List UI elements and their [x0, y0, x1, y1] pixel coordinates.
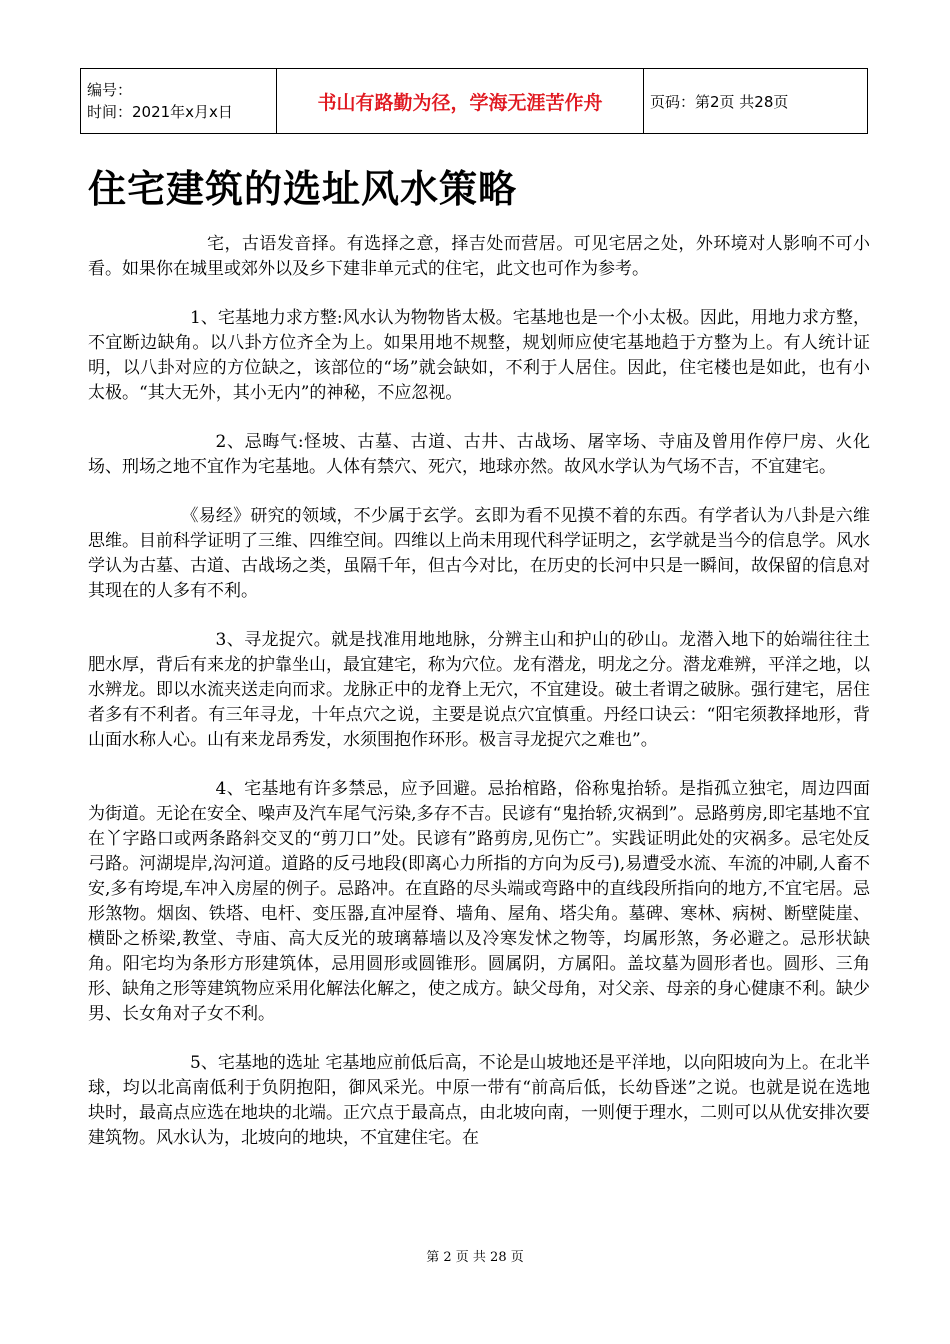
paragraph-section-2: 2、忌晦气:怪坡、古墓、古道、古井、古战场、屠宰场、寺庙及曾用作停尸房、火化场、刑场之地不宜作为宅基地。人体有禁穴、死穴，地球亦然。故风水学认为气场不吉，不宜建宅。: [88, 432, 870, 477]
paragraph-intro: 宅，古语发音择。有选择之意，择吉处而营居。可见宅居之处，外环境对人影响不可小看。如果你在城里或郊外以及乡下建非单元式的住宅，此文也可作为参考。: [88, 234, 870, 279]
document-header: [80, 68, 868, 134]
paragraph-section-5: 5、宅基地的选址 宅基地应前低后高，不论是山坡地还是平洋地，以向阳坡向为上。在北半球，均以北高南低利于负阴抱阳，御风采光。中原一带有“前高后低，长幼昏迷”之说。也就是说在选地块时，最高点应选在地块的北端。正穴点于最高点，由北坡向南，一则便于理水，二则可以从优安排次要建筑物。风水认为，北坡向的地块，不宜建住宅。在: [88, 1053, 870, 1148]
number-label: 编号：: [87, 81, 133, 99]
paragraph-section-1: 1、宅基地力求方整:风水认为物物皆太极。宅基地也是一个小太极。因此，用地力求方整，不宜断边缺角。以八卦方位齐全为上。如果用地不规整，规划师应使宅基地趋于方整为上。有人统计证明，以八卦对应的方位缺之，该部位的“场”就会缺如，不利于人居住。因此，住宅楼也是如此，也有小太极。“其大无外，其小无内”的神秘，不应忽视。: [88, 308, 870, 403]
header-motto: 书山有路勤为径，学海无涯苦作舟: [277, 69, 644, 134]
paragraph-section-3: 3、寻龙捉穴。就是找准用地地脉，分辨主山和护山的砂山。龙潜入地下的始端往往土肥水厚，背后有来龙的护靠坐山，最宜建宅，称为穴位。龙有潜龙，明龙之分。潜龙难辨，平洋之地，以水辨龙。即以水流夹送走向而求。龙脉正中的龙脊上无穴，不宜建设。破土者谓之破脉。强行建宅，居住者多有不利者。有三年寻龙，十年点穴之说，主要是说点穴宜慎重。丹经口诀云：“阳宅须教择地形，背山面水称人心。山有来龙昂秀发，水须围抱作环形。极言寻龙捉穴之难也”。: [88, 630, 870, 750]
header-meta-cell: [81, 69, 277, 134]
time-label: 时间：2021年x月x日: [87, 103, 233, 121]
paragraph-section-4: 4、宅基地有许多禁忌，应予回避。忌抬棺路，俗称鬼抬轿。是指孤立独宅，周边四面为街道。无论在安全、噪声及汽车尾气污染,多存不吉。民谚有“鬼抬轿,灾祸到”。忌路剪房,即宅基地不宜在丫字路口或两条路斜交叉的“剪刀口”处。民谚有”路剪房,见伤亡”。实践证明此处的灾祸多。忌宅处反弓路。河湖堤岸,沟河道。道路的反弓地段(即离心力所指的方向为反弓),易遭受水流、车流的冲刷,人畜不安,多有垮堤,车冲入房屋的例子。忌路冲。在直路的尽头端或弯路中的直线段所指向的地方,不宜宅居。忌形煞物。烟囱、铁塔、电杆、变压器,直冲屋脊、墙角、屋角、塔尖角。墓碑、寒林、病树、断壁陡崖、横卧之桥梁,教堂、寺庙、高大反光的玻璃幕墙以及冷寒发怵之物等，均属形煞，务必避之。忌形状缺角。阳宅均为条形方形建筑体，忌用圆形或圆锥形。圆属阴，方属阳。盖坟墓为圆形者也。圆形、三角形、缺角之形等建筑物应采用化解法化解之，使之成方。缺父母角，对父亲、母亲的身心健康不利。缺少男、长女角对子女不利。: [88, 779, 870, 1024]
document-title: 住宅建筑的选址风水策略: [88, 167, 518, 211]
document-body: [88, 232, 870, 1175]
page-footer: 第 2 页 共 28 页: [426, 1250, 524, 1265]
header-page-info: 页码：第2页 共28页: [644, 69, 868, 134]
paragraph-yijing: 《易经》研究的领域，不少属于玄学。玄即为看不见摸不着的东西。有学者认为八卦是六维思维。目前科学证明了三维、四维空间。四维以上尚未用现代科学证明之，玄学就是当今的信息学。风水学认为古墓、古道、古战场之类，虽隔千年，但古今对比，在历史的长河中只是一瞬间，故保留的信息对其现在的人多有不利。: [88, 506, 870, 601]
